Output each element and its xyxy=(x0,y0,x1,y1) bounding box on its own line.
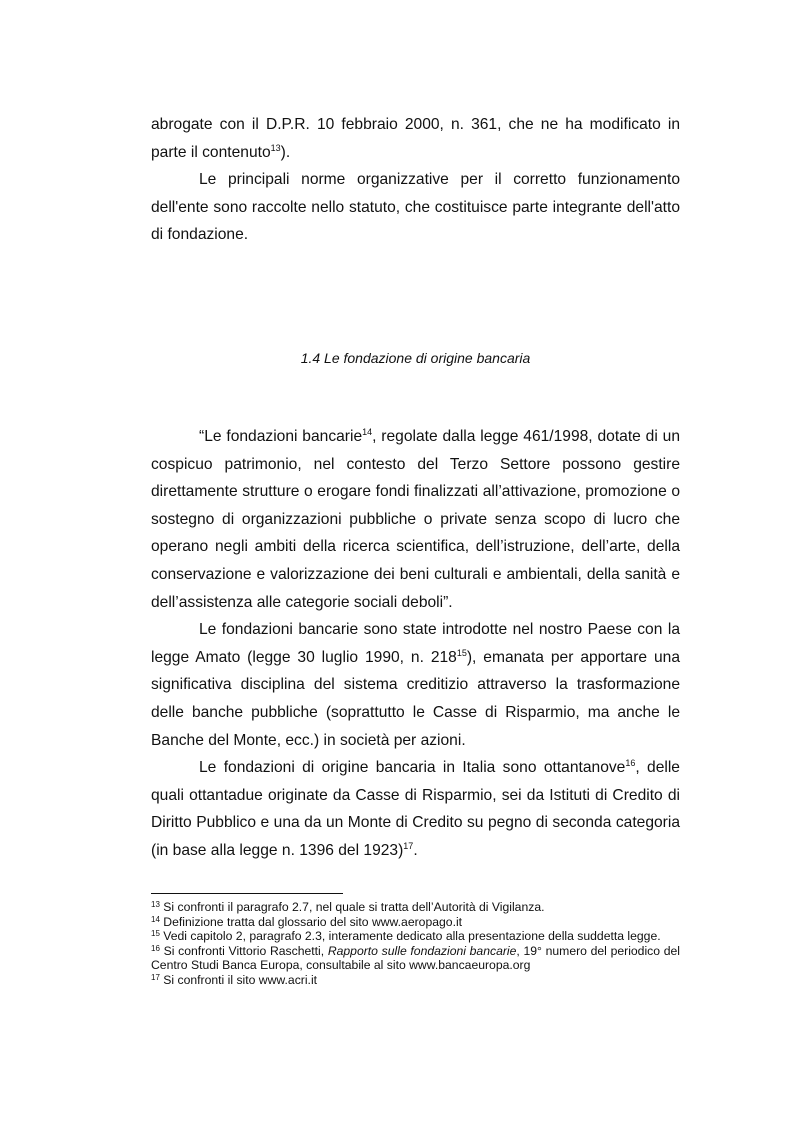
footnotes xyxy=(151,900,680,988)
footnote-14: $^{14}$ Definizione tratta dal glossario del sito www.aeropago.it xyxy=(151,914,463,929)
paragraph-numero-fondazioni: Le fondazioni di origine bancaria in Italia sono ottantanove$^{16}$, delle quali ottantadue originate da Casse di Risparmio, sei da Istituti di Credito di Diritto Pubblico e una da un Monte di Credito su pegno di seconda categoria (in base alla legge n. 1396 del 1923)$^{17}$. xyxy=(151,758,680,859)
footnote-ref-16[interactable]: 16 xyxy=(625,758,636,769)
section-body xyxy=(151,423,680,865)
footnote-separator xyxy=(151,893,343,894)
paragraph-legge-amato: Le fondazioni bancarie sono state introdotte nel nostro Paese con la legge Amato (legge 30 luglio 1990, n. $218^{15}$), emanata per apportare una significativa disciplina del sistema creditizio attraverso la trasformazione delle banche pubbliche (soprattutto le Casse di Risparmio, ma anche le Banche del Monte, ecc.) in società per azioni. xyxy=(151,621,680,749)
footnote-15: $^{15}$ Vedi capitolo 2, paragrafo 2.3, interamente dedicato alla presentazione della suddetta legge. xyxy=(151,929,661,944)
paragraph-continuation: abrogate con il D.P.R. 10 febbraio 2000, n. 361, che ne ha modificato in parte il contenuto$^{13}$). xyxy=(151,116,680,161)
paragraph-statuto: Le principali norme organizzative per il corretto funzionamento dell'ente sono raccolte nello statuto, che costituisce parte integrante dell'atto di fondazione. xyxy=(151,171,680,244)
footnote-ref-14[interactable]: 14 xyxy=(362,427,373,437)
footnote-17: $^{17}$ Si confronti il sito www.acri.it xyxy=(151,972,318,987)
footnote-13: $^{13}$ Si confronti il paragrafo 2.7, nel quale si tratta dell’Autorità di Vigilanza. xyxy=(151,900,545,914)
continuation-block xyxy=(151,111,680,249)
footnote-ref-15[interactable]: 15 xyxy=(456,647,467,658)
report-title: Rapporto sulle fondazioni bancarie xyxy=(327,943,517,958)
footnote-ref-13[interactable]: 13 xyxy=(270,142,281,153)
section-heading: 1.4 Le fondazione di origine bancaria xyxy=(300,350,531,366)
footnote-ref-17[interactable]: 17 xyxy=(403,840,414,851)
footnote-16: $^{16}$ Si confronti Vittorio Raschetti, Rapporto sulle fondazioni bancarie, 19° numero del periodico del Centro Studi Banca Europa, consultabile al sito www.bancaeuropa.org xyxy=(151,943,680,973)
paragraph-definition: “Le fondazioni bancarie$^{14}$, regolate dalla legge 461/1998, dotate di un cospicuo patrimonio, nel contesto del Terzo Settore possono gestire direttamente strutture o erogare fondi finalizzati all’attivazione, promozione o sostegno di organizzazioni pubbliche o private senza scopo di lucro che operano negli ambiti della ricerca scientifica, dell’istruzione, dell’arte, della conservazione e valorizzazione dei beni culturali e ambientali, della sanità e dell’assistenza alle categorie sociali deboli”. xyxy=(151,427,680,611)
